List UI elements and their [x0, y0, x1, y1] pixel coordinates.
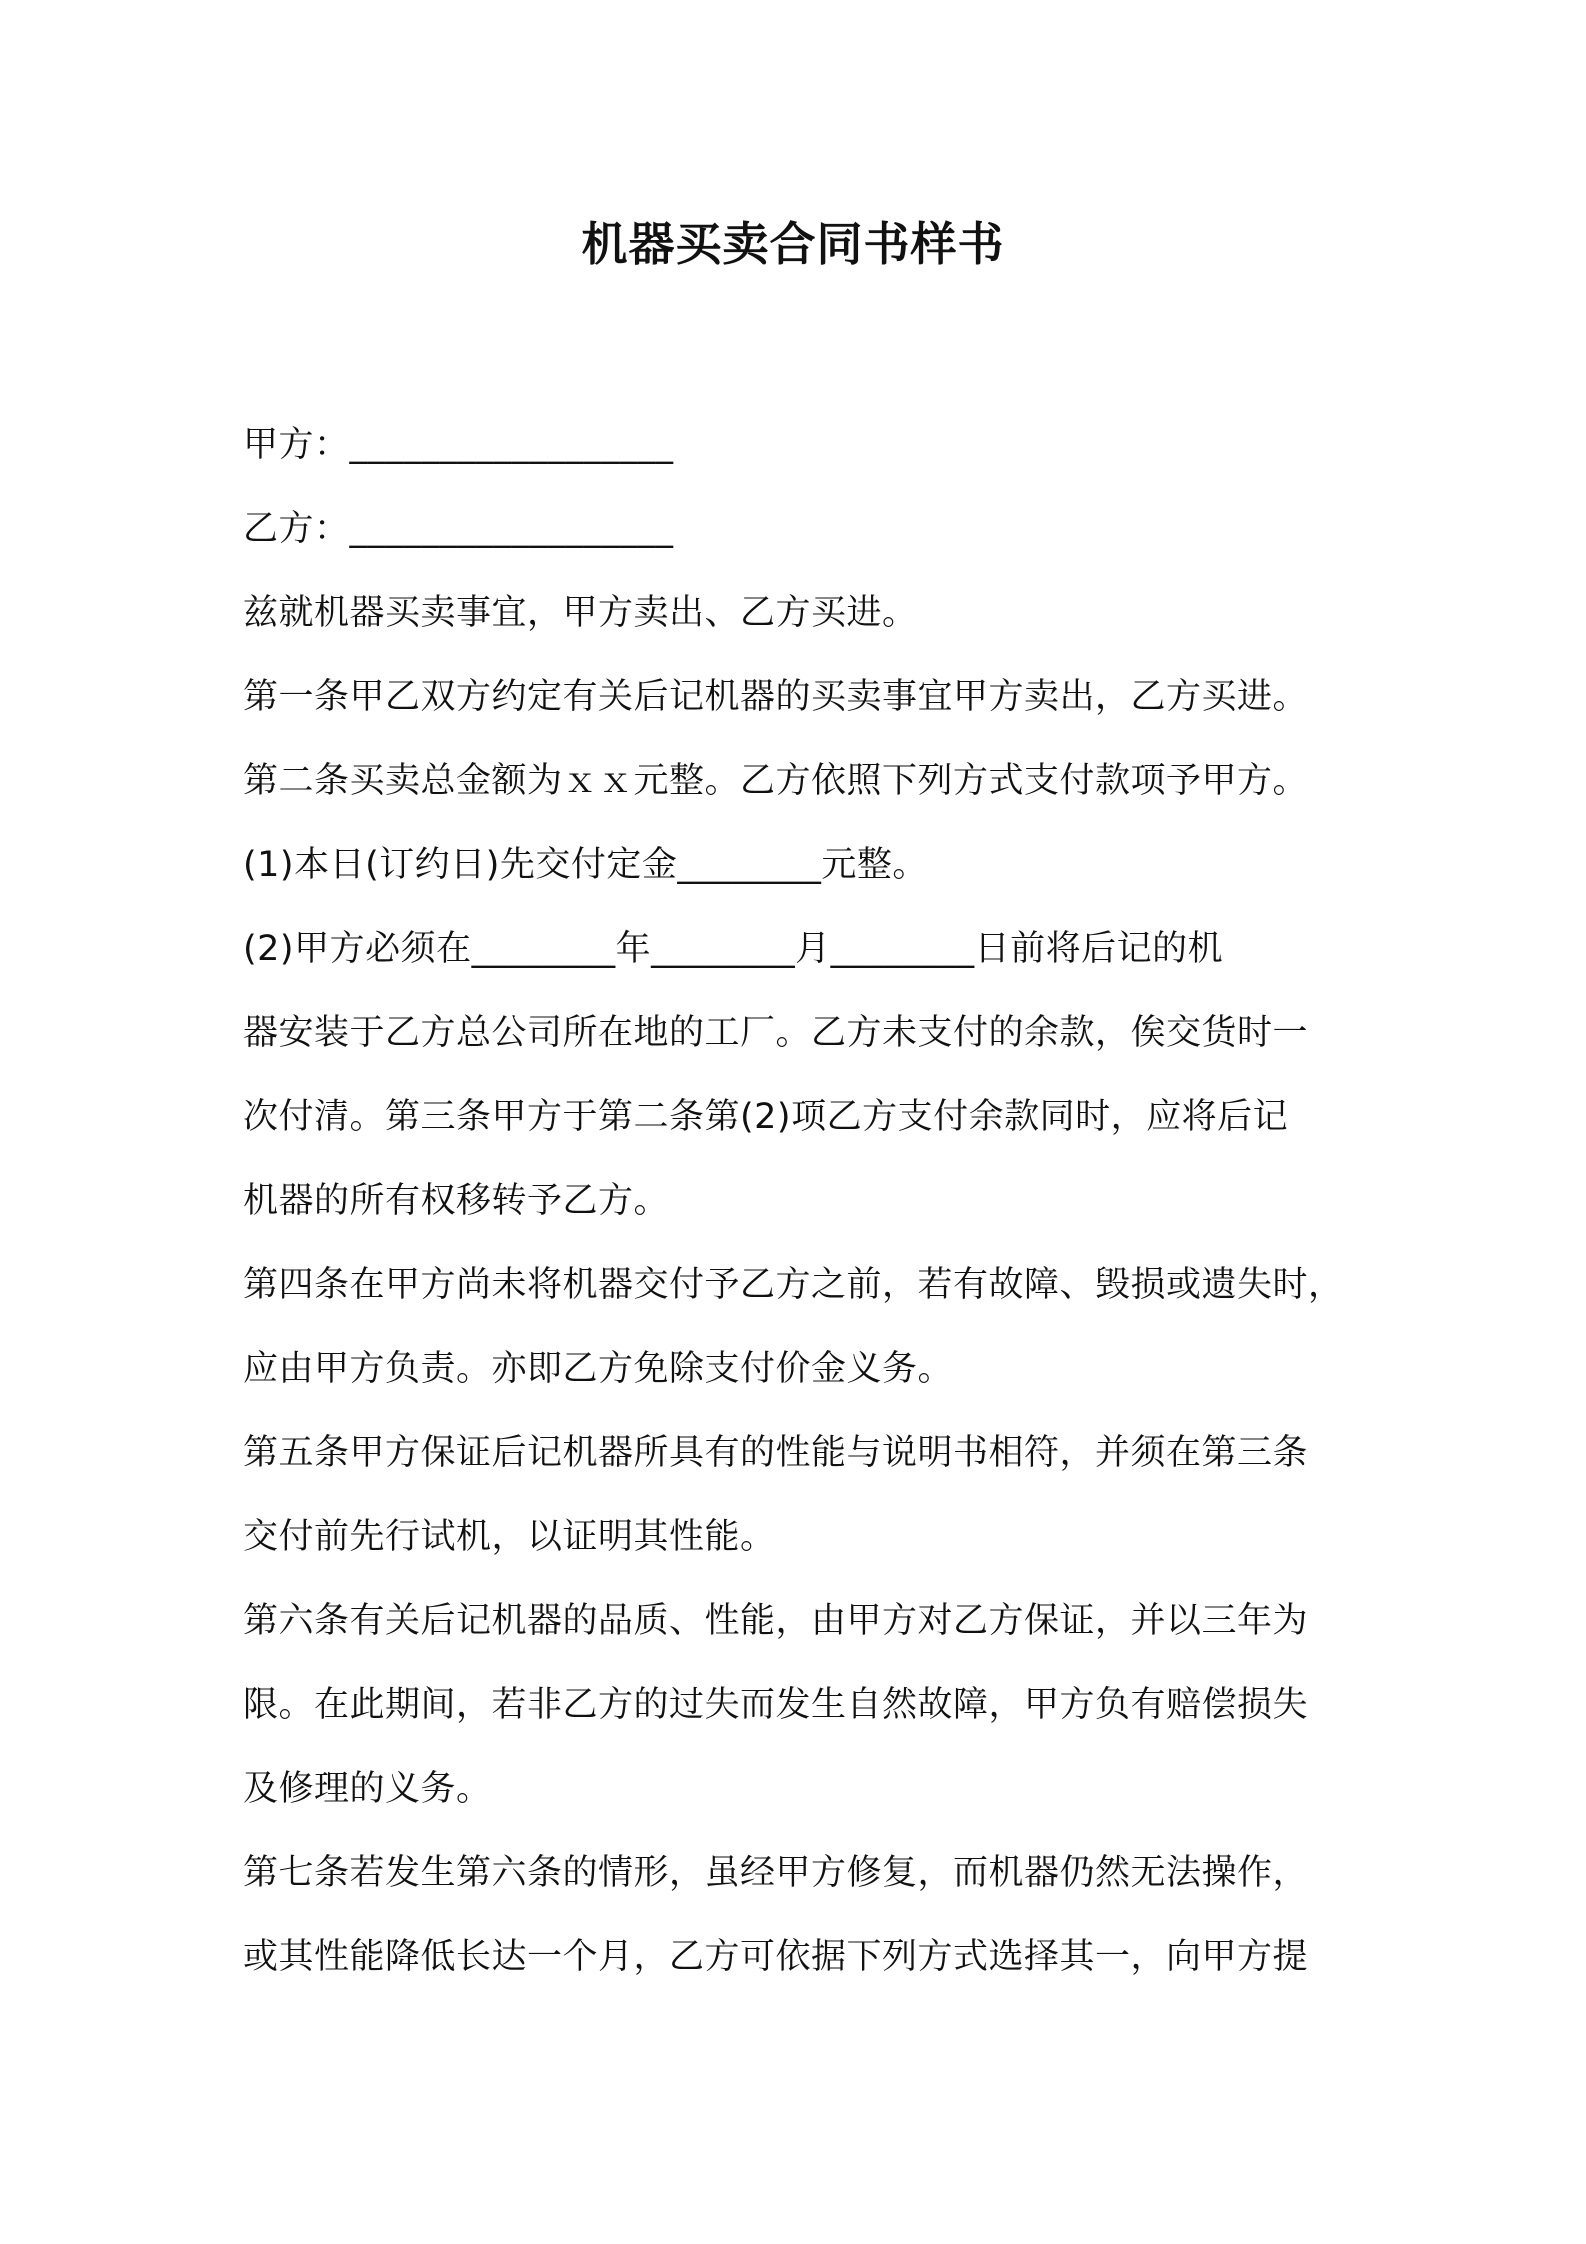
article-4-continued-line: 应由甲方负责。亦即乙方免除支付价金义务。 — [243, 1349, 954, 1389]
article-5-continued-line: 交付前先行试机，以证明其性能。 — [243, 1517, 776, 1557]
article-2-item-1-line: (1)本日(订约日)先交付定金________元整。 — [243, 845, 928, 885]
article-3-line: 次付清。第三条甲方于第二条第(2)项乙方支付余款同时，应将后记 — [243, 1097, 1289, 1137]
article-2-item-2-continued-line: 器安装于乙方总公司所在地的工厂。乙方未支付的余款，俟交货时一 — [243, 1013, 1309, 1053]
party-a-line: 甲方：__________________ — [243, 425, 674, 465]
article-1-line: 第一条甲乙双方约定有关后记机器的买卖事宜甲方卖出，乙方买进。 — [243, 677, 1309, 717]
article-2-item-2-line: (2)甲方必须在________年________月________日前将后记的机 — [243, 929, 1224, 969]
article-6-end-line: 及修理的义务。 — [243, 1769, 492, 1809]
document-body — [243, 403, 1358, 1999]
article-6-line: 第六条有关后记机器的品质、性能，由甲方对乙方保证，并以三年为 — [243, 1601, 1309, 1641]
article-2-line: 第二条买卖总金额为ｘｘ元整。乙方依照下列方式支付款项予甲方。 — [243, 761, 1309, 801]
party-b-line: 乙方：__________________ — [243, 509, 674, 549]
document-title: 机器买卖合同书样书 — [581, 217, 1005, 271]
article-5-line: 第五条甲方保证后记机器所具有的性能与说明书相符，并须在第三条 — [243, 1433, 1309, 1473]
article-3-continued-line: 机器的所有权移转予乙方。 — [243, 1181, 670, 1221]
article-4-line: 第四条在甲方尚未将机器交付予乙方之前，若有故障、毁损或遗失时， — [243, 1265, 1344, 1305]
article-7-continued-line: 或其性能降低长达一个月，乙方可依据下列方式选择其一，向甲方提 — [243, 1937, 1309, 1977]
article-7-line: 第七条若发生第六条的情形，虽经甲方修复，而机器仍然无法操作， — [243, 1853, 1309, 1893]
article-6-continued-line: 限。在此期间，若非乙方的过失而发生自然故障，甲方负有赔偿损失 — [243, 1685, 1309, 1725]
preamble-line: 兹就机器买卖事宜，甲方卖出、乙方买进。 — [243, 593, 918, 633]
